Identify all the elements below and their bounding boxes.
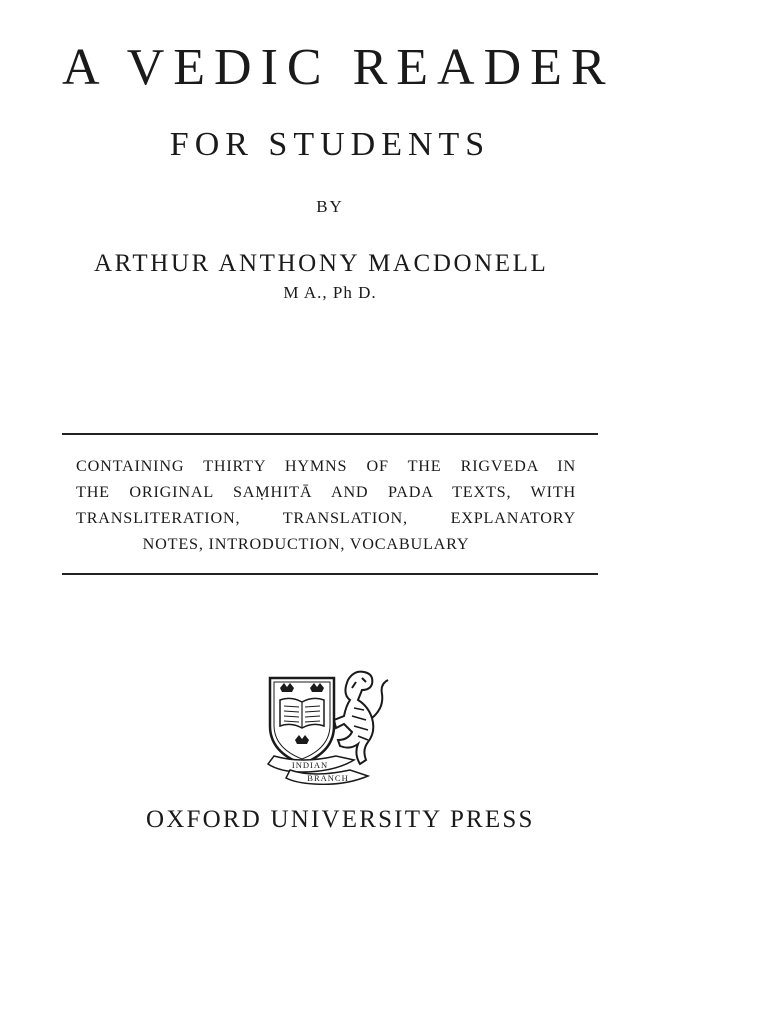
description-line: NOTES, INTRODUCTION, VOCABULARY [142, 535, 470, 553]
description-line: TRANSLITERATION, TRANSLATION, EXPLANATORY [76, 509, 576, 527]
crest-scroll-bottom: BRANCH [307, 773, 349, 783]
crest-scroll-top: INDIAN [291, 760, 329, 770]
book-title: A VEDIC READER [62, 39, 615, 96]
author-degrees: M A., Ph D. [283, 283, 377, 302]
publisher-name: OXFORD UNIVERSITY PRESS [146, 806, 535, 833]
by-line: BY [316, 197, 344, 216]
book-subtitle [0, 128, 660, 162]
author-name: ARTHUR ANTHONY MACDONELL [94, 250, 549, 277]
bottom-divider [62, 573, 598, 575]
contents-description [76, 453, 576, 557]
book-subtitle-text: FOR STUDENTS [169, 126, 491, 163]
description-line: CONTAINING THIRTY HYMNS OF THE RIGVEDA IN [76, 457, 576, 475]
oxford-indian-branch-crest-icon [250, 660, 400, 785]
description-line: THE ORIGINAL SAṂHITĀ AND PADA TEXTS, WITH [76, 483, 576, 501]
top-divider [62, 433, 598, 435]
